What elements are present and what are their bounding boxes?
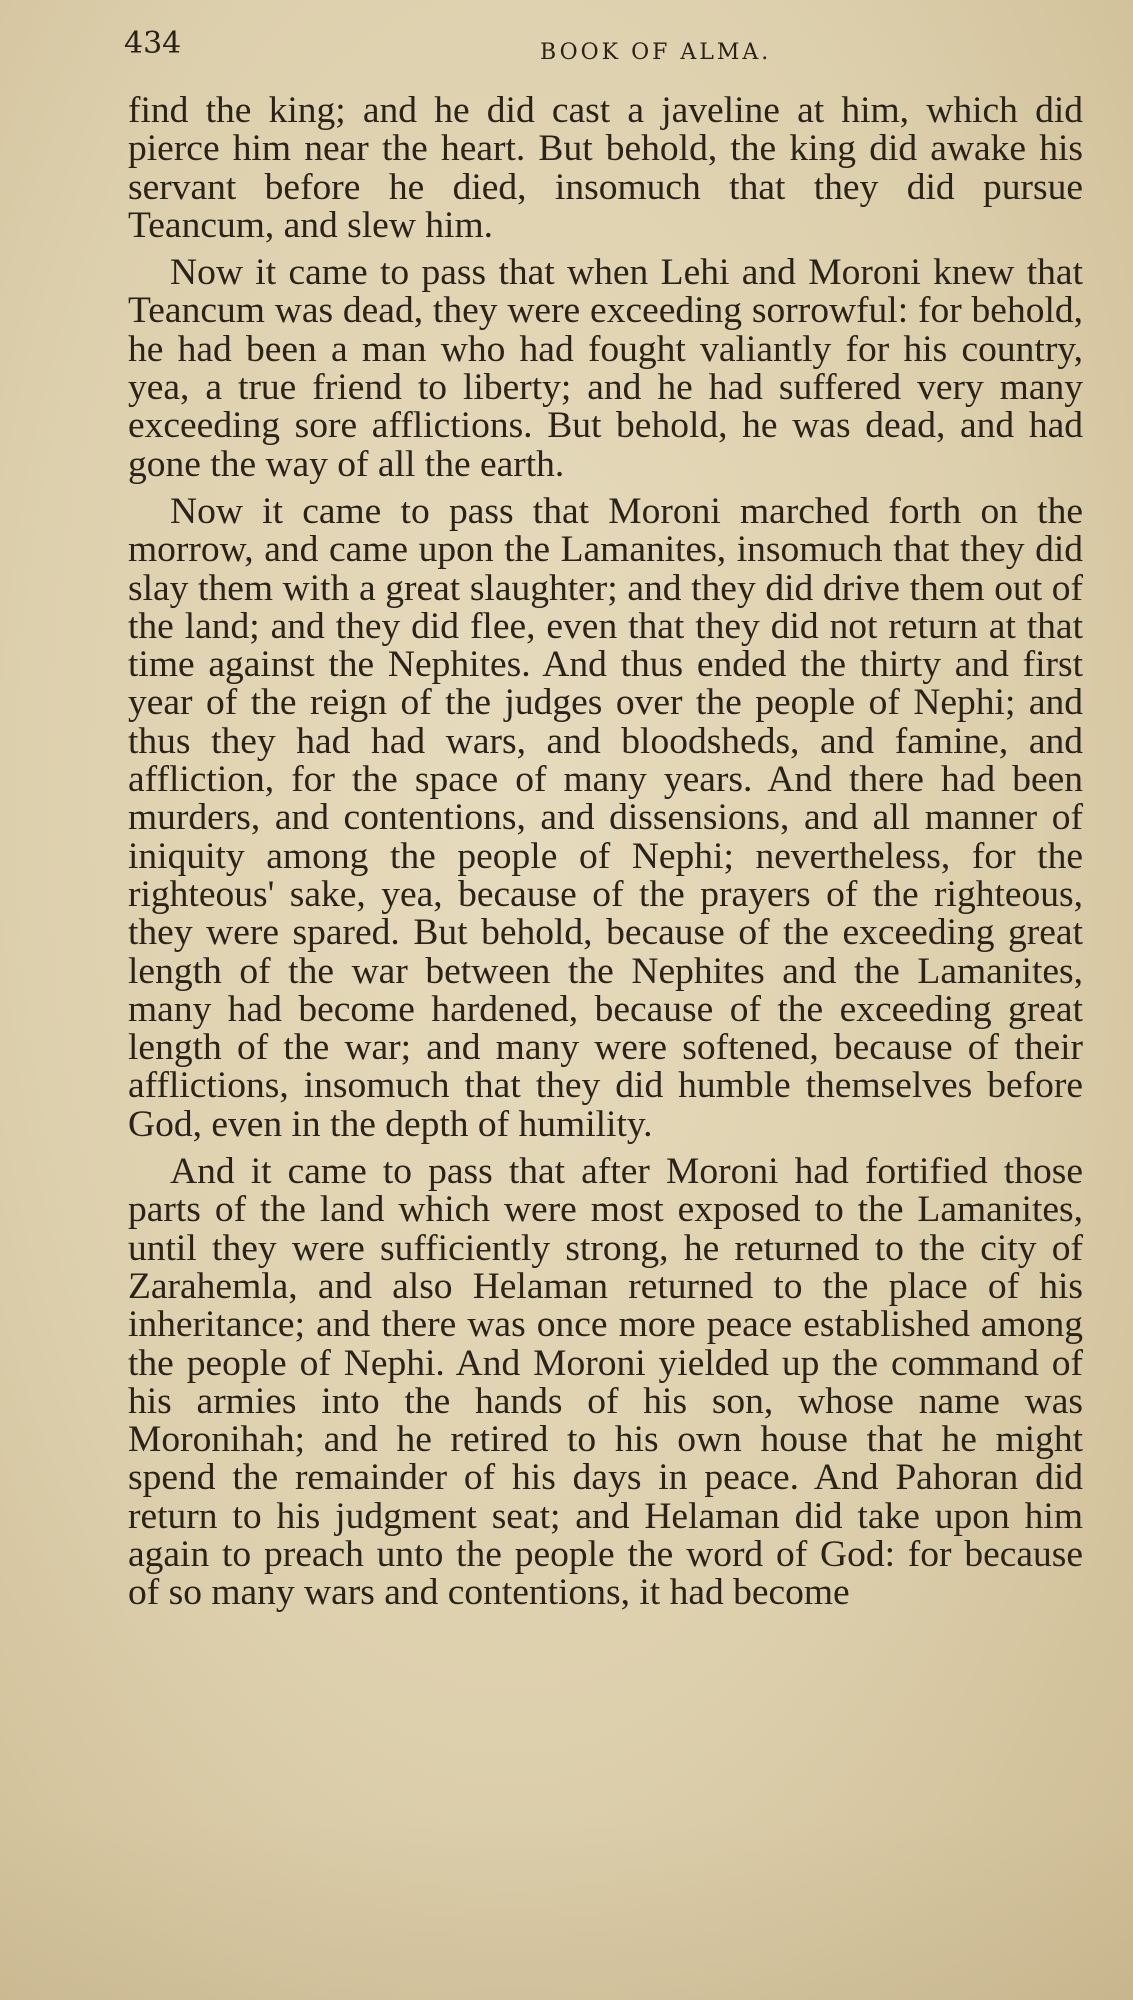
page-header	[120, 18, 1093, 68]
paragraph: Now it came to pass that when Lehi and Moroni knew that Teancum was dead, they were exceeding sorrowful: for behold, he had been a man who had fought valiantly for his country, yea, a true friend to liberty; and he had suffered very many exceeding sore afflictions. But behold, he was dead, and had gone the way of all the earth.	[128, 252, 1083, 485]
paragraph-continuation: find the king; and he did cast a javeline at him, which did pierce him near the heart. But behold, the king did awake his servant before he died, insomuch that they did pursue Teancum, and slew him.	[128, 90, 1083, 246]
paragraph: And it came to pass that after Moroni had fortified those parts of the land which were most exposed to the Lamanites, until they were sufficiently strong, he returned to the city of Zarahemla, and also Helaman returned to the place of his inheritance; and there was once more peace established among the people of Nephi. And Moroni yielded up the command of his armies into the hands of his son, whose name was Moronihah; and he retired to his own house that he might spend the remainder of his days in peace. And Pahoran did return to his judgment seat; and Helaman did take upon him again to preach unto the people the word of God: for because of so many wars and contentions, it had become	[128, 1151, 1083, 1614]
running-title: BOOK OF ALMA.	[540, 40, 772, 65]
page-number: 434	[124, 26, 182, 61]
page-edge-shading	[0, 1820, 1133, 2000]
paragraph: Now it came to pass that Moroni marched forth on the morrow, and came upon the Lamanites, insomuch that they did slay them with a great slaughter; and they did drive them out of the land; and they did flee, even that they did not return at that time against the Nephites. And thus ended the thirty and first year of the reign of the judges over the people of Nephi; and thus they had had wars, and bloodsheds, and famine, and affliction, for the space of many years. And there had been murders, and contentions, and dissensions, and all manner of iniquity among the people of Nephi; nevertheless, for the righteous' sake, yea, because of the prayers of the righteous, they were spared. But behold, because of the exceeding great length of the war between the Nephites and the Lamanites, many had become hardened, because of the exceeding great length of the war; and many were softened, because of their afflictions, insomuch that they did humble themselves before God, even in the depth of humility.	[128, 490, 1083, 1145]
body-text	[128, 92, 1083, 1622]
